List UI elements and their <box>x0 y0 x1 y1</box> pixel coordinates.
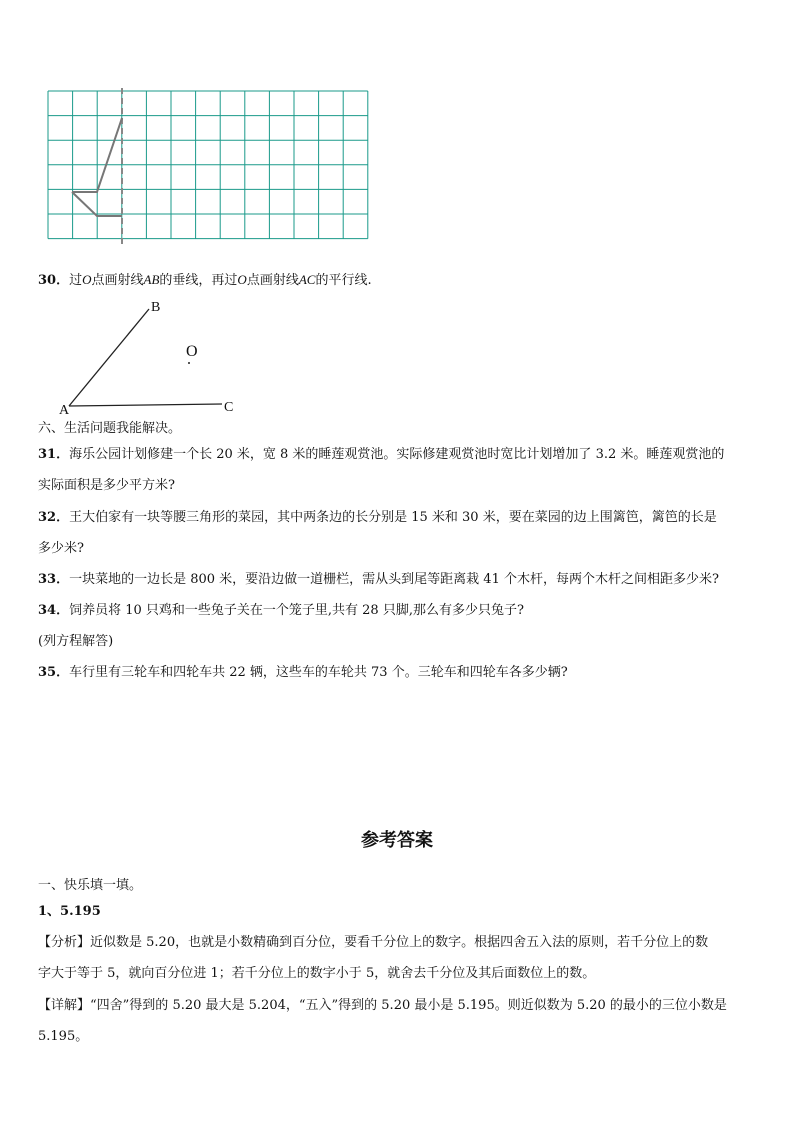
question-34 <box>38 603 524 619</box>
question-text: 车行里有三轮车和四轮车共 22 辆，这些车的车轮共 73 个。三轮车和四轮车各多少辆? <box>69 665 568 680</box>
ray-ac-ref: AC <box>298 272 316 287</box>
q30-text: 点画射线 <box>246 273 299 288</box>
question-number: 35． <box>38 665 70 680</box>
question-text: 海乐公园计划修建一个长 20 米，宽 8 米的睡莲观赏池。实际修建观赏池时宽比计划增加了 3.2 米。睡莲观赏池的 <box>69 447 725 462</box>
analysis-text: 近似数是 5.20，也就是小数精确到百分位，要看千分位上的数字。根据四舍五入法的原则，若千分位上的数 <box>90 935 709 950</box>
point-o <box>188 362 190 364</box>
question-31 <box>38 447 724 463</box>
question-31-cont: 实际面积是多少平方米? <box>38 478 175 493</box>
question-number: 31． <box>38 447 70 462</box>
angle-figure <box>55 292 255 420</box>
question-34-note: (列方程解答) <box>38 634 114 649</box>
section-6-heading: 六、生活问题我能解决。 <box>38 421 182 436</box>
analysis-line-2: 字大于等于 5，就向百分位进 1；若千分位上的数字小于 5，就舍去千分位及其后面数位上的数。 <box>38 966 596 981</box>
grid-lines <box>48 91 368 239</box>
ray-ac <box>69 404 222 406</box>
point-o-ref: O <box>237 272 247 287</box>
answer-section-1-heading: 一、快乐填一填。 <box>38 878 143 893</box>
analysis-line-1 <box>38 935 708 951</box>
question-32-cont: 多少米? <box>38 541 84 556</box>
q30-text: 的垂线，再过 <box>159 273 238 288</box>
grid-figure <box>44 88 378 248</box>
ray-ab-ref: AB <box>143 272 160 287</box>
question-32 <box>38 510 717 526</box>
q30-text: 过 <box>69 273 83 288</box>
point-o-ref: O <box>82 272 92 287</box>
detail-tag: 【详解】 <box>38 998 91 1013</box>
label-b: B <box>151 300 161 315</box>
question-33 <box>38 572 719 588</box>
question-35 <box>38 665 568 681</box>
answer-key-title: 参考答案 <box>361 830 433 851</box>
detail-text: “四舍”得到的 5.20 最大是 5.204，“五入”得到的 5.20 最小是 5.195。则近似数为 5.20 的最小的三位小数是 <box>90 998 727 1013</box>
question-text: 饲养员将 10 只鸡和一些兔子关在一个笼子里,共有 28 只脚,那么有多少只兔子? <box>69 603 524 618</box>
question-number: 33． <box>38 572 70 587</box>
question-number: 32． <box>38 510 70 525</box>
q30-text: 的平行线. <box>315 273 372 288</box>
question-30 <box>38 272 372 289</box>
q30-text: 点画射线 <box>91 273 144 288</box>
analysis-tag: 【分析】 <box>38 935 91 950</box>
detail-line-2: 5.195。 <box>38 1029 89 1044</box>
question-number: 30． <box>38 273 70 288</box>
detail-line-1 <box>38 998 727 1014</box>
question-number: 34． <box>38 603 70 618</box>
question-text: 一块菜地的一边长是 800 米，要沿边做一道栅栏，需从头到尾等距离栽 41 个木杆，每两个木杆之间相距多少米? <box>69 572 719 587</box>
answer-item-1: 1、5.195 <box>38 904 101 919</box>
label-a: A <box>59 403 70 418</box>
ray-ab <box>69 309 149 406</box>
label-c: C <box>224 400 234 415</box>
label-o: O <box>186 343 198 360</box>
question-text: 王大伯家有一块等腰三角形的菜园，其中两条边的长分别是 15 米和 30 米，要在菜园的边上围篱笆，篱笆的长是 <box>69 510 717 525</box>
